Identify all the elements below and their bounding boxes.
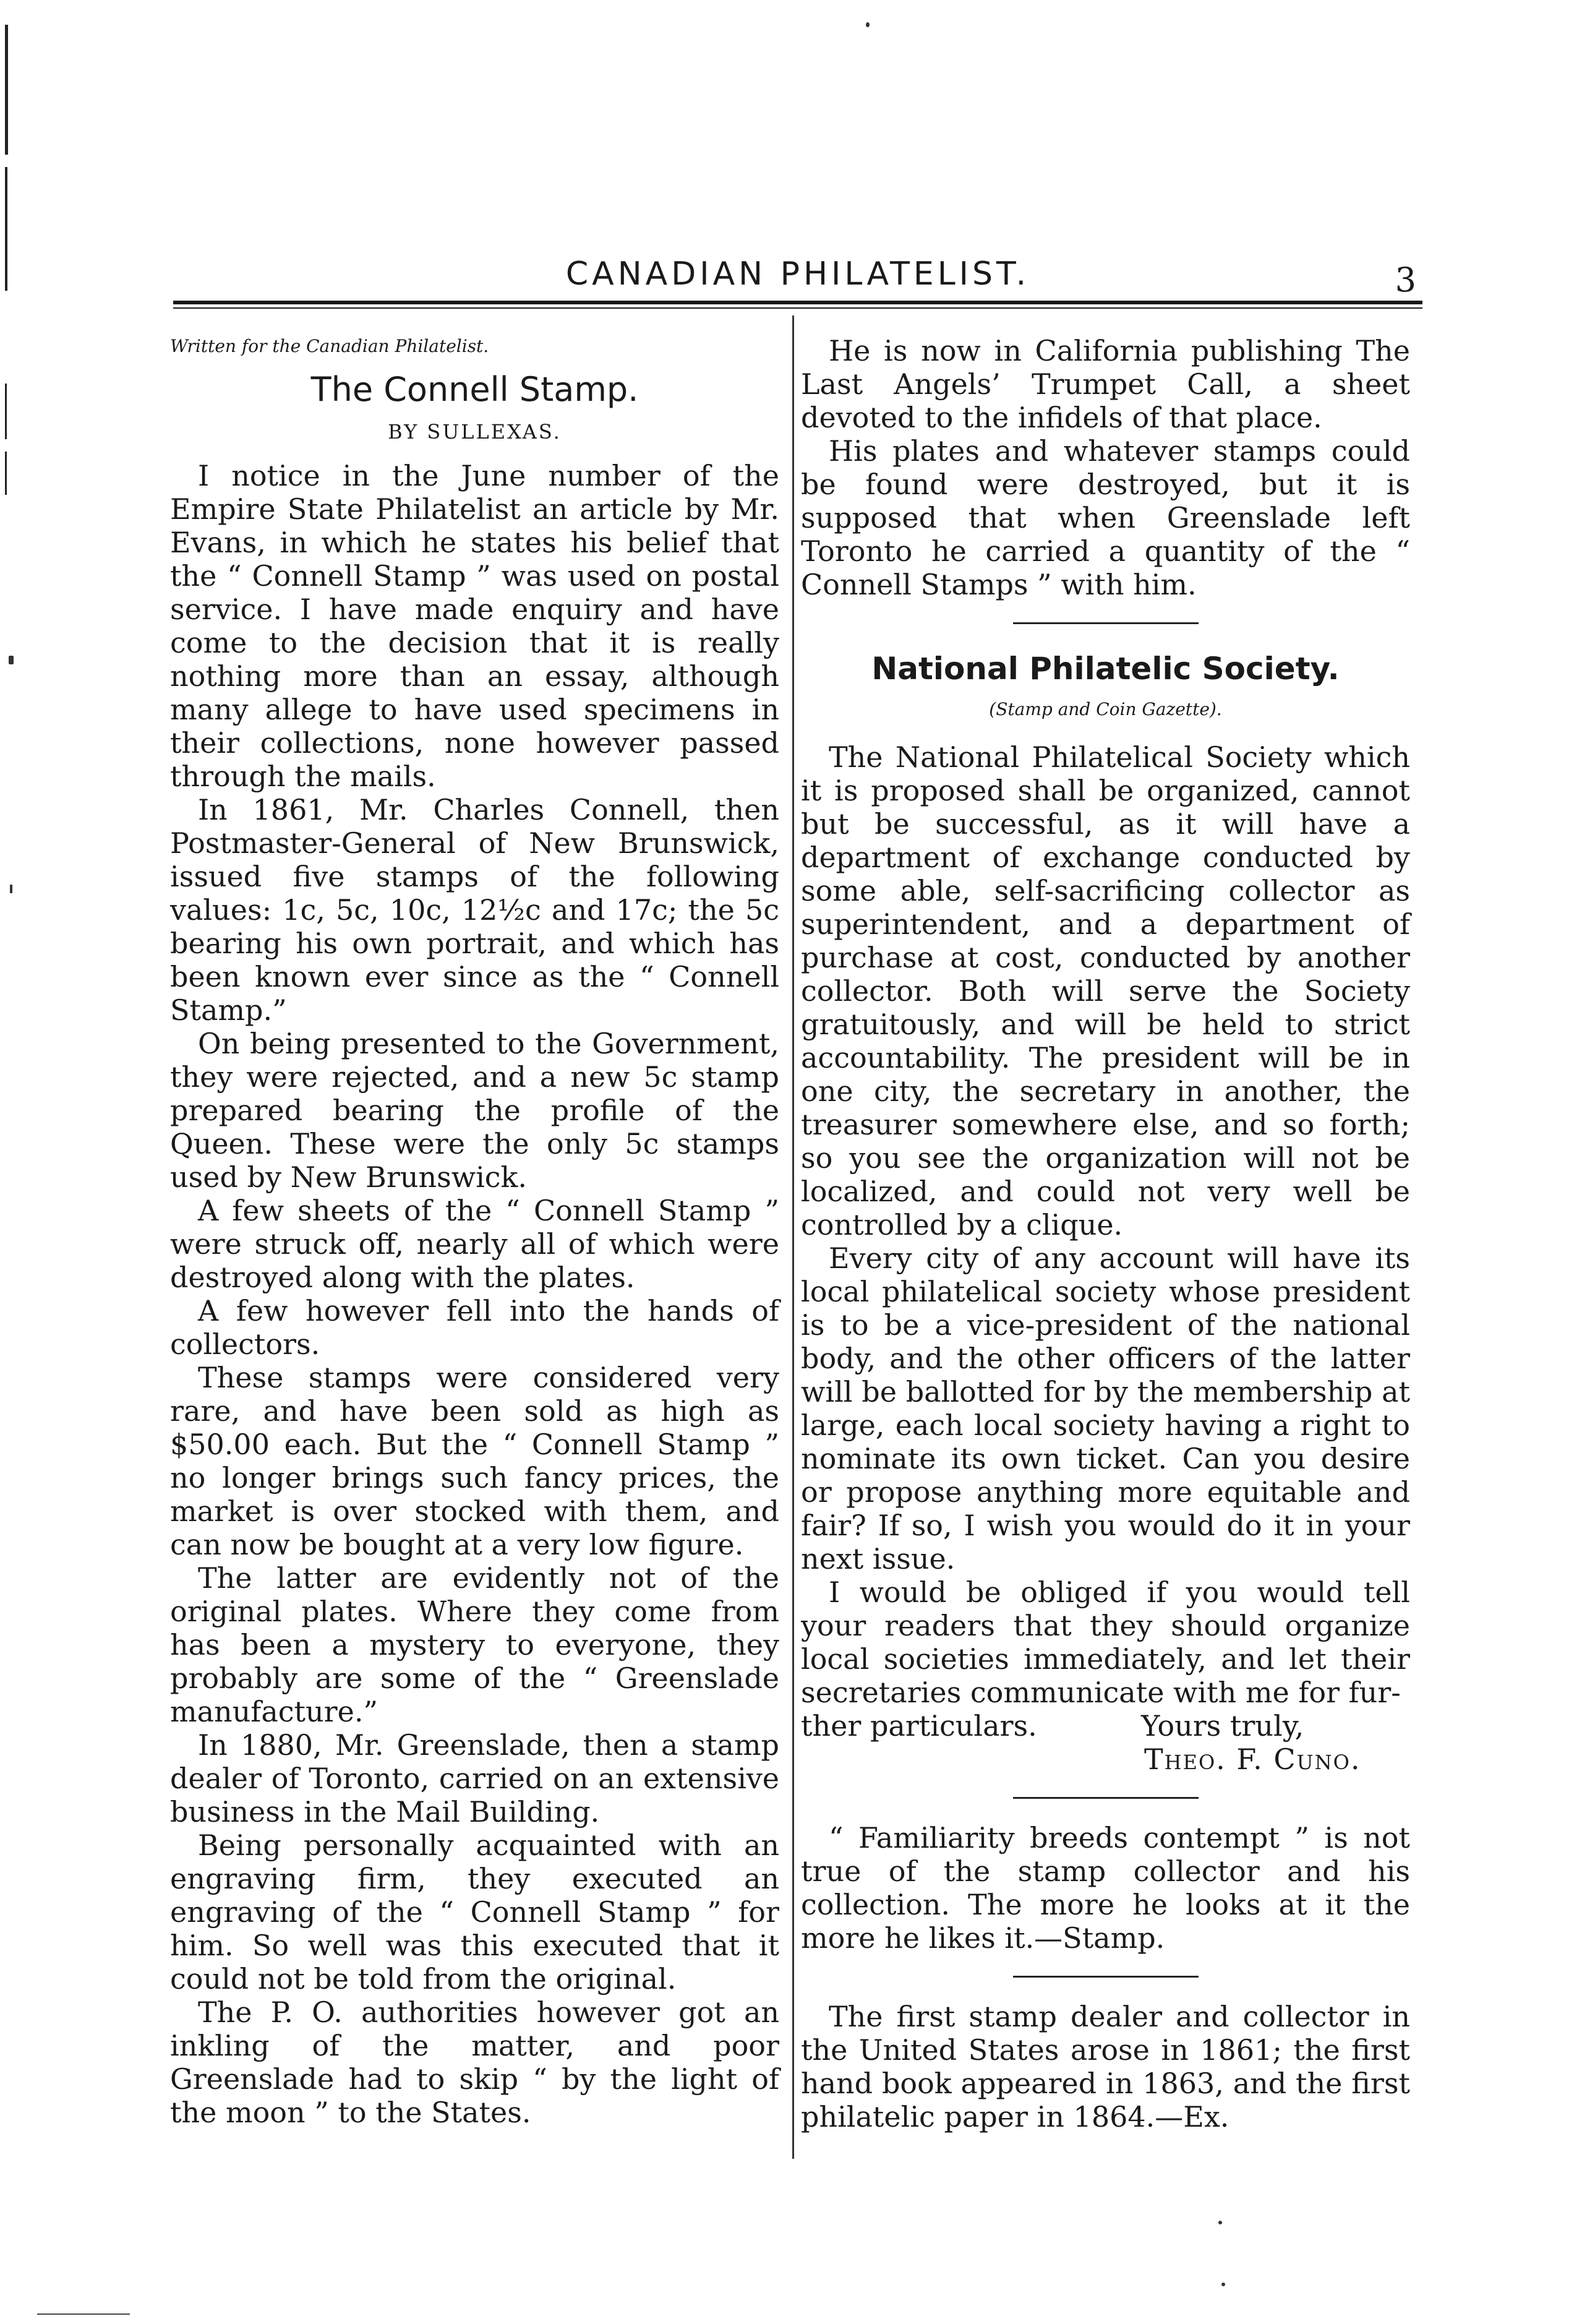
society-paragraph: The National Philatelical Society which it is proposed shall be organized, cannot but be successful, as it will have a department of exchange conducted by some able, self-sacrificing collector as superintendent, and a department of purchase at cost, conducted by another collector. Both will serve the Society gratuitously, and will be held to strict accountability. The president will be in one city, the secretary in another, the treasurer somewhere else, and so forth; so you see the organization will not be localized, and could not very well be controlled by a clique. [801,740,1410,1241]
first-dealer-note: The first stamp dealer and collector in the United States arose in 1861; the first hand book appeared in 1863, and the first philatelic paper in 1864.—Ex. [801,2000,1410,2133]
society-paragraph: I would be obliged if you would tell your readers that they should organize local societies immediately, and let their secretaries communicate with me for fur- [801,1576,1410,1709]
article-paragraph: A few sheets of the “ Connell Stamp ” were struck off, nearly all of which were destroyed along with the plates. [170,1194,779,1294]
scan-margin-line [5,384,7,439]
article-paragraph: These stamps were considered very rare, and have been sold as high as $50.00 each. But the “ Connell Stamp ” no longer brings such fancy prices, the market is over stocked with them, and can now be bought at a very low figure. [170,1361,779,1561]
scan-margin-line [5,25,8,155]
scan-margin-line [5,452,7,495]
scan-speck [866,22,870,27]
scan-margin-line [5,167,7,291]
article-paragraph: On being presented to the Government, they were rejected, and a new 5c stamp prepared bearing the profile of the Queen. These were the only 5c stamps used by New Brunswick. [170,1027,779,1194]
scan-speck [9,656,14,664]
society-article-source: (Stamp and Coin Gazette). [989,699,1222,719]
article-paragraph: Being personally acquainted with an engraving firm, they executed an engraving of the “ Connell Stamp ” for him. So well was this executed that it could not be told from the original. [170,1829,779,1996]
article-paragraph: In 1861, Mr. Charles Connell, then Postmaster-General of New Brunswick, issued five stamps of the following values: 1c, 5c, 10c, 12½c and 17c; the 5c bearing his own portrait, and which has been known ever since as the “ Connell Stamp.” [170,793,779,1027]
article-paragraph: The latter are evidently not of the original plates. Where they come from has been a mystery to everyone, they probably are some of the “ Greenslade manufacture.” [170,1561,779,1728]
article-paragraph: The P. O. authorities however got an inkling of the matter, and poor Greenslade had to skip “ by the light of the moon ” to the States. [170,1996,779,2129]
continued-paragraph: His plates and whatever stamps could be found were destroyed, but it is supposed that when Greenslade left Toronto he carried a quantity of the “ Connell Stamps ” with him. [801,434,1410,601]
familiarity-note: “ Familiarity breeds contempt ” is not true of the stamp collector and his collection. The more he looks at it the more he likes it.—Stamp. [801,1821,1410,1955]
continued-paragraph: He is now in California publishing The Last Angels’ Trumpet Call, a sheet devoted to the infidels of that place. [801,334,1410,434]
scan-speck [1221,2283,1225,2286]
society-paragraph: Every city of any account will have its local philatelical society whose president is to be a vice-president of the national body, and the other officers of the latter will be ballotted for by the membership at large, each local society having a right to nominate its own ticket. Can you desire or propose anything more equitable and fair? If so, I wish you would do it in your next issue. [801,1241,1410,1576]
letter-signature: Theo. F. Cuno. [1144,1743,1361,1776]
scan-speck [1218,2221,1222,2224]
section-divider [1013,1976,1199,1978]
article-title: The Connell Stamp. [310,370,639,409]
header-rule-thin [173,307,1422,309]
society-last-line: ther particulars. [801,1709,1037,1743]
column-divider [792,315,794,2159]
article-paragraph: I notice in the June number of the Empire State Philatelist an article by Mr. Evans, in which he states his belief that the “ Connell Stamp ” was used on postal service. I have made enquiry and have come to the decision that it is really nothing more than an essay, although many allege to have used specimens in their collections, none however passed through the mails. [170,459,779,793]
running-title: CANADIAN PHILATELIST. [565,255,1030,293]
article-paragraph: In 1880, Mr. Greenslade, then a stamp dealer of Toronto, carried on an extensive business in the Mail Building. [170,1728,779,1829]
scan-bottom-rule [37,2313,130,2315]
left-column [170,334,779,2129]
page-number: 3 [1395,260,1416,299]
article-paragraph: A few however fell into the hands of collectors. [170,1294,779,1361]
article-byline: BY SULLEXAS. [388,420,562,444]
header-rule [173,301,1422,304]
letter-closing: Yours truly, [1141,1709,1304,1743]
scan-speck [10,885,12,893]
right-column [801,334,1410,2133]
letter-sign-off [801,1709,1410,1776]
section-divider [1013,622,1199,624]
society-article-title: National Philatelic Society. [871,651,1340,687]
article-credit: Written for the Canadian Philatelist. [170,336,489,356]
section-divider [1013,1797,1199,1799]
